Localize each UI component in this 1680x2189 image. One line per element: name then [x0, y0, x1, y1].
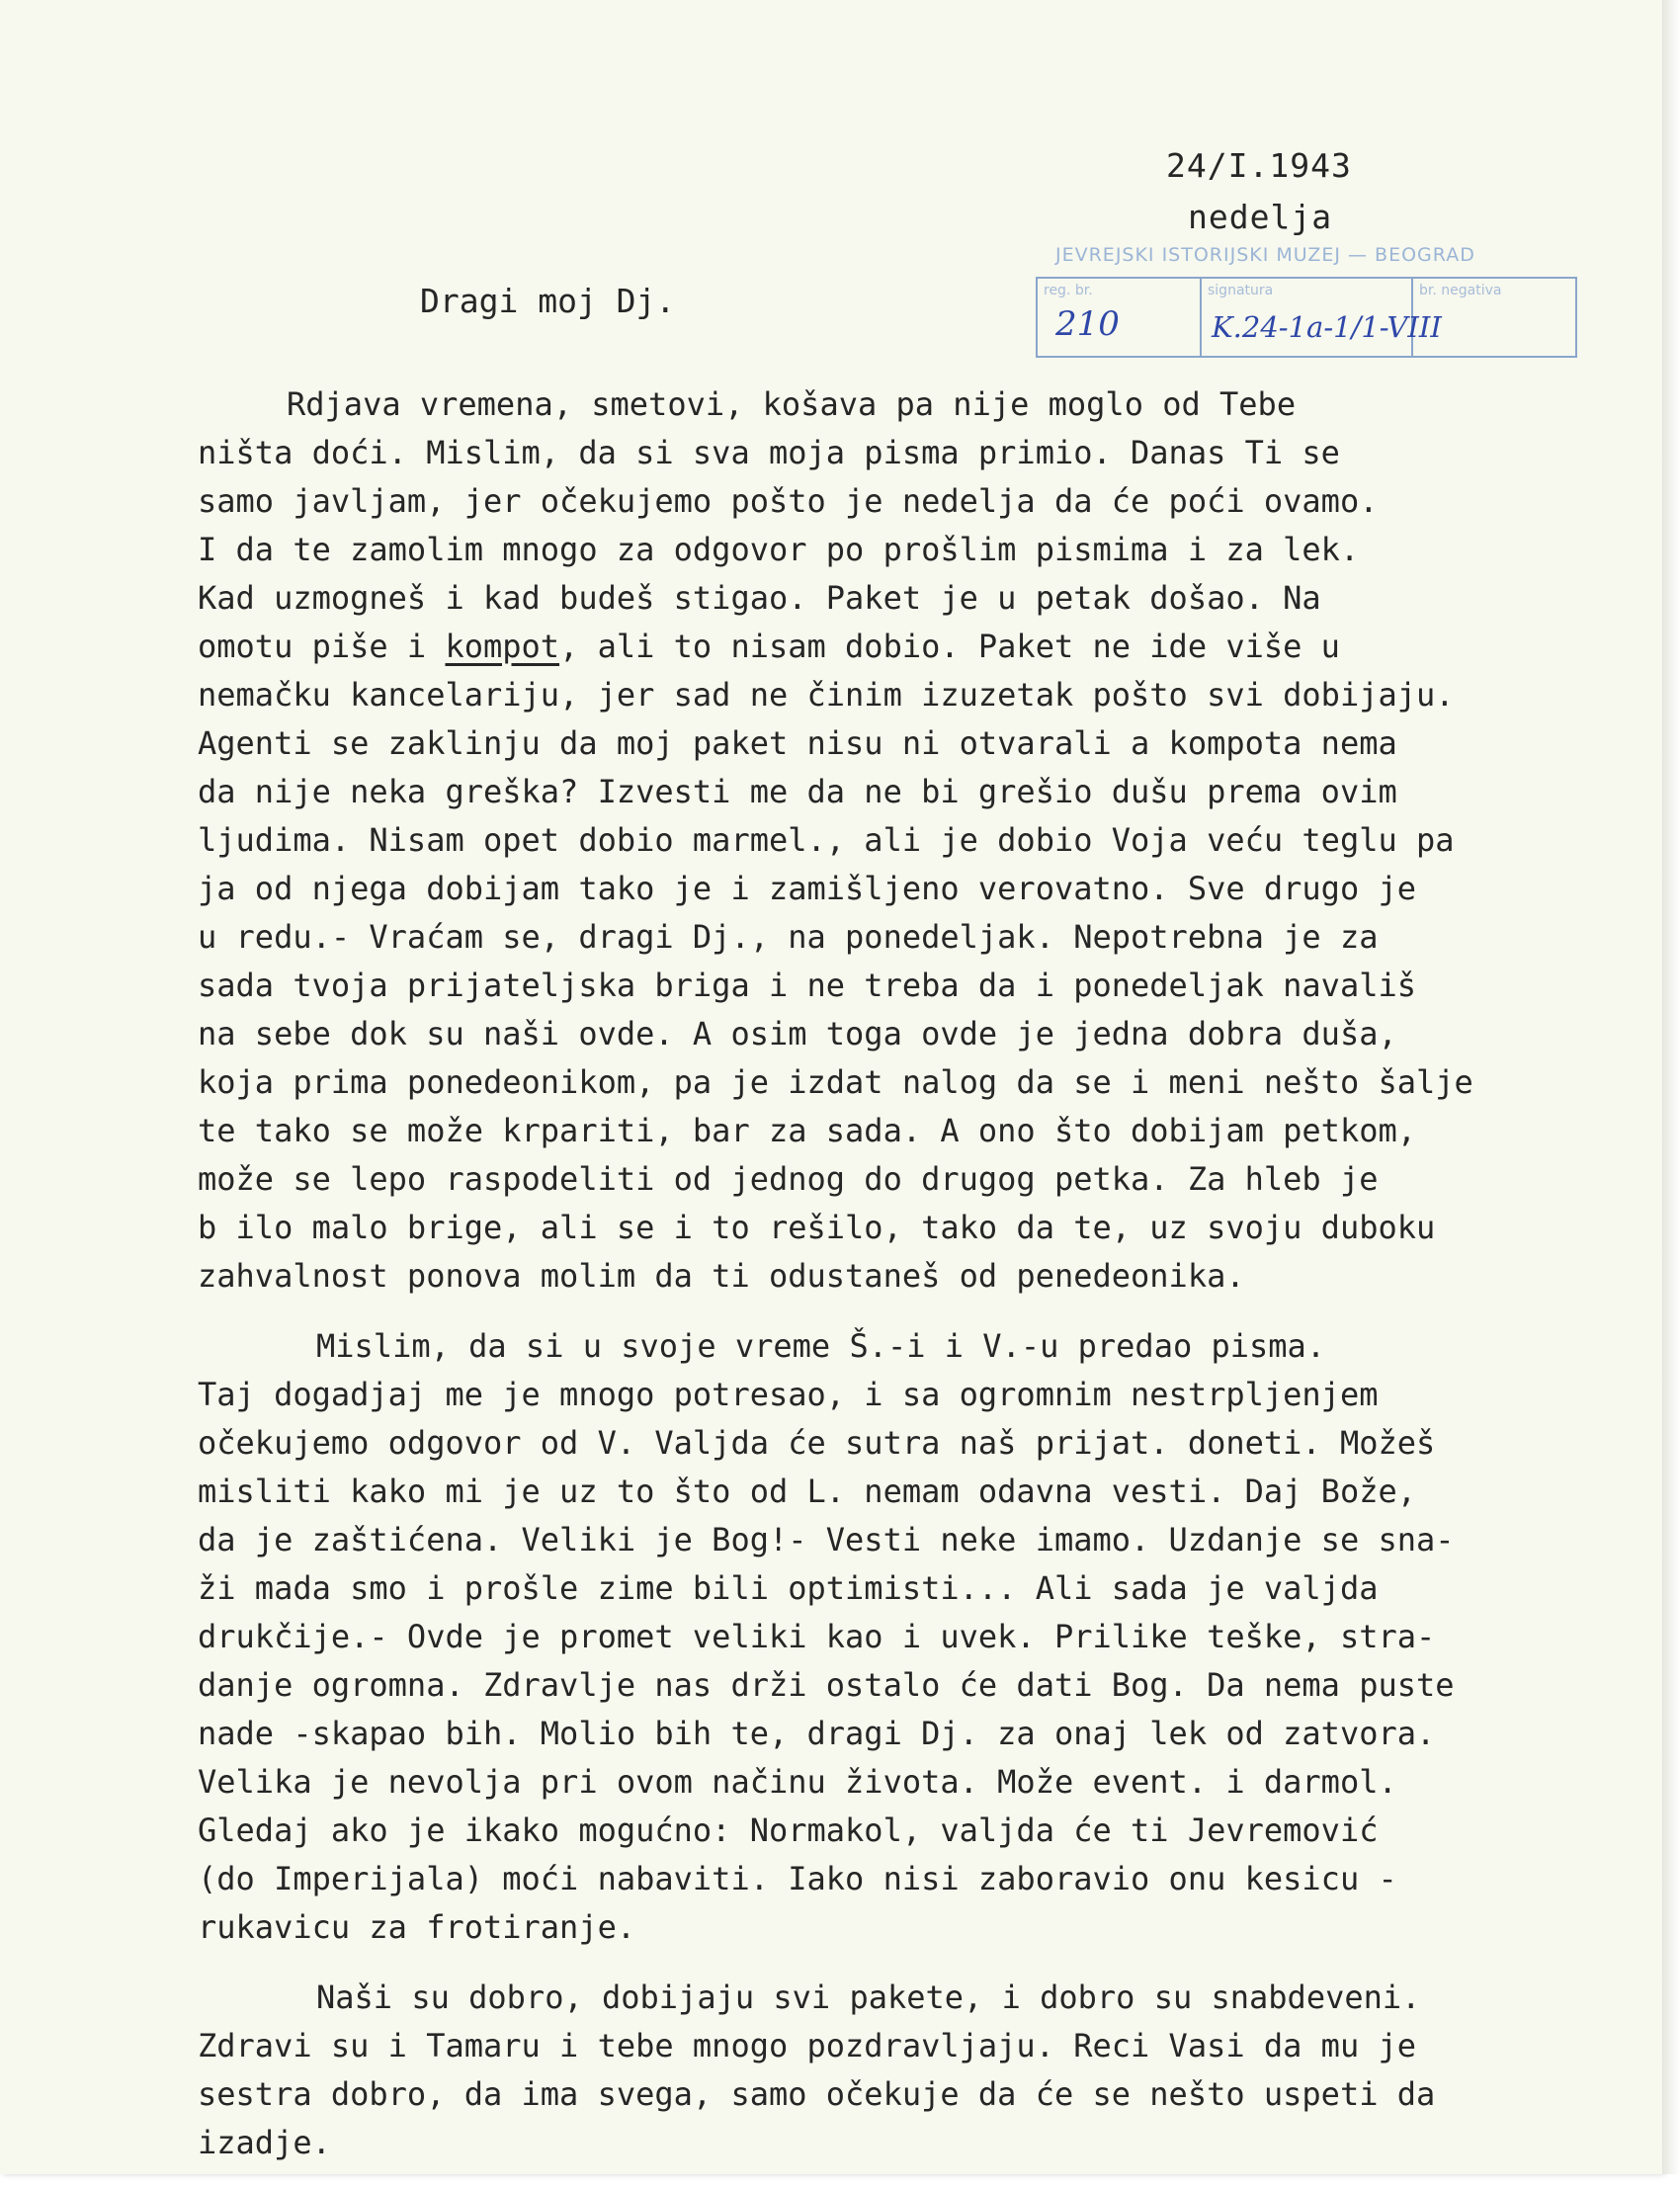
- letter-line: Rdjava vremena, smetovi, košava pa nije moglo od Tebe: [287, 385, 1297, 423]
- letter-line: ži mada smo i prošle zime bili optimisti... Ali sada je valjda: [198, 1569, 1379, 1607]
- museum-stamp-header: JEVREJSKI ISTORIJSKI MUZEJ — BEOGRAD: [1055, 244, 1475, 266]
- letter-line: misliti kako mi je uz to što od L. nemam odavna vesti. Daj Bože,: [198, 1473, 1416, 1510]
- letter-salutation: Dragi moj Dj.: [420, 282, 676, 320]
- letter-line: može se lepo raspodeliti od jednog do drugog petka. Za hleb je: [198, 1160, 1379, 1198]
- letter-line: ništa doći. Mislim, da si sva moja pisma primio. Danas Ti se: [198, 434, 1340, 471]
- letter-paragraph: [198, 380, 1601, 1301]
- letter-line: zahvalnost ponova molim da ti odustaneš od penedeonika.: [198, 1257, 1245, 1295]
- stamp-cell-reg: [1038, 279, 1202, 356]
- letter-line: izadje.: [198, 2124, 331, 2161]
- stamp-value-reg: 210: [1055, 304, 1120, 344]
- letter-line: rukavicu za frotiranje.: [198, 1908, 636, 1946]
- letter-line: (do Imperijala) moći nabaviti. Iako nisi zaboravio onu kesicu -: [198, 1860, 1397, 1897]
- letter-line: da nije neka greška? Izvesti me da ne bi grešio dušu prema ovim: [198, 773, 1397, 810]
- stamp-cell-signature: [1202, 279, 1442, 356]
- letter-line: koja prima ponedeonikom, pa je izdat nalog da se i meni nešto šalje: [198, 1063, 1473, 1101]
- letter-paragraph: [198, 1974, 1601, 2167]
- letter-line: ja od njega dobijam tako je i zamišljeno verovatno. Sve drugo je: [198, 870, 1416, 907]
- page-edge: [1662, 0, 1680, 2174]
- stamp-label-reg: reg. br.: [1044, 283, 1093, 298]
- letter-line: Mislim, da si u svoje vreme Š.-i i V.-u predao pisma.: [316, 1327, 1326, 1365]
- letter-line: Kad uzmogneš i kad budeš stigao. Paket je u petak došao. Na: [198, 579, 1321, 617]
- letter-line: nemačku kancelariju, jer sad ne činim izuzetak pošto svi dobijaju.: [198, 676, 1455, 714]
- letter-line: drukčije.- Ovde je promet veliki kao i uvek. Prilike teške, stra-: [198, 1618, 1436, 1655]
- letter-line: b ilo malo brige, ali se i to rešilo, tako da te, uz svoju duboku: [198, 1209, 1436, 1246]
- letter-line: da je zaštićena. Veliki je Bog!- Vesti neke imamo. Uzdanje se sna-: [198, 1521, 1455, 1558]
- letter-weekday: nedelja: [1188, 198, 1333, 236]
- stamp-label-negative: br. negativa: [1419, 283, 1502, 298]
- letter-line: na sebe dok su naši ovde. A osim toga ovde je jedna dobra duša,: [198, 1015, 1397, 1052]
- museum-stamp: [1036, 277, 1577, 358]
- letter-line: Taj dogadjaj me je mnogo potresao, i sa ogromnim nestrpljenjem: [198, 1376, 1379, 1413]
- letter-line: Naši su dobro, dobijaju svi pakete, i dobro su snabdeveni.: [316, 1979, 1421, 2016]
- letter-line: danje ogromna. Zdravlje nas drži ostalo će dati Bog. Da nema puste: [198, 1666, 1455, 1704]
- letter-line: ljudima. Nisam opet dobio marmel., ali je dobio Voja veću teglu pa: [198, 821, 1455, 859]
- letter-date: 24/I.1943: [1166, 146, 1352, 185]
- letter-line: sestra dobro, da ima svega, samo očekuje da će se nešto uspeti da: [198, 2075, 1436, 2113]
- stamp-cell-negative: [1413, 279, 1575, 356]
- letter-line: te tako se može krpariti, bar za sada. A ono što dobijam petkom,: [198, 1112, 1416, 1149]
- letter-line: sada tvoja prijateljska briga i ne treba da i ponedeljak navališ: [198, 967, 1416, 1004]
- letter-line: nade -skapao bih. Molio bih te, dragi Dj. za onaj lek od zatvora.: [198, 1715, 1436, 1752]
- letter-line: Velika je nevolja pri ovom načinu života. Može event. i darmol.: [198, 1763, 1397, 1801]
- letter-paragraph: [198, 1322, 1601, 1952]
- letter-line: omotu piše i kompot, ali to nisam dobio. Paket ne ide više u: [198, 628, 1340, 665]
- letter-line: Zdravi su i Tamaru i tebe mnogo pozdravljaju. Reci Vasi da mu je: [198, 2027, 1416, 2064]
- letter-line: I da te zamolim mnogo za odgovor po prošlim pismima i za lek.: [198, 531, 1360, 568]
- letter-line: u redu.- Vraćam se, dragi Dj., na ponedeljak. Nepotrebna je za: [198, 918, 1379, 956]
- stamp-label-signature: signatura: [1208, 283, 1274, 298]
- letter-line: Agenti se zaklinju da moj paket nisu ni otvarali a kompota nema: [198, 724, 1397, 762]
- letter-body: [198, 380, 1601, 2189]
- letter-line: Gledaj ako je ikako mogućno: Normakol, valjda će ti Jevremović: [198, 1811, 1379, 1849]
- letter-line: samo javljam, jer očekujemo pošto je nedelja da će poći ovamo.: [198, 482, 1379, 520]
- letter-line: očekujemo odgovor od V. Valjda će sutra naš prijat. doneti. Možeš: [198, 1424, 1436, 1462]
- stamp-value-signature: K.24-1a-1/1-VIII: [1212, 310, 1442, 344]
